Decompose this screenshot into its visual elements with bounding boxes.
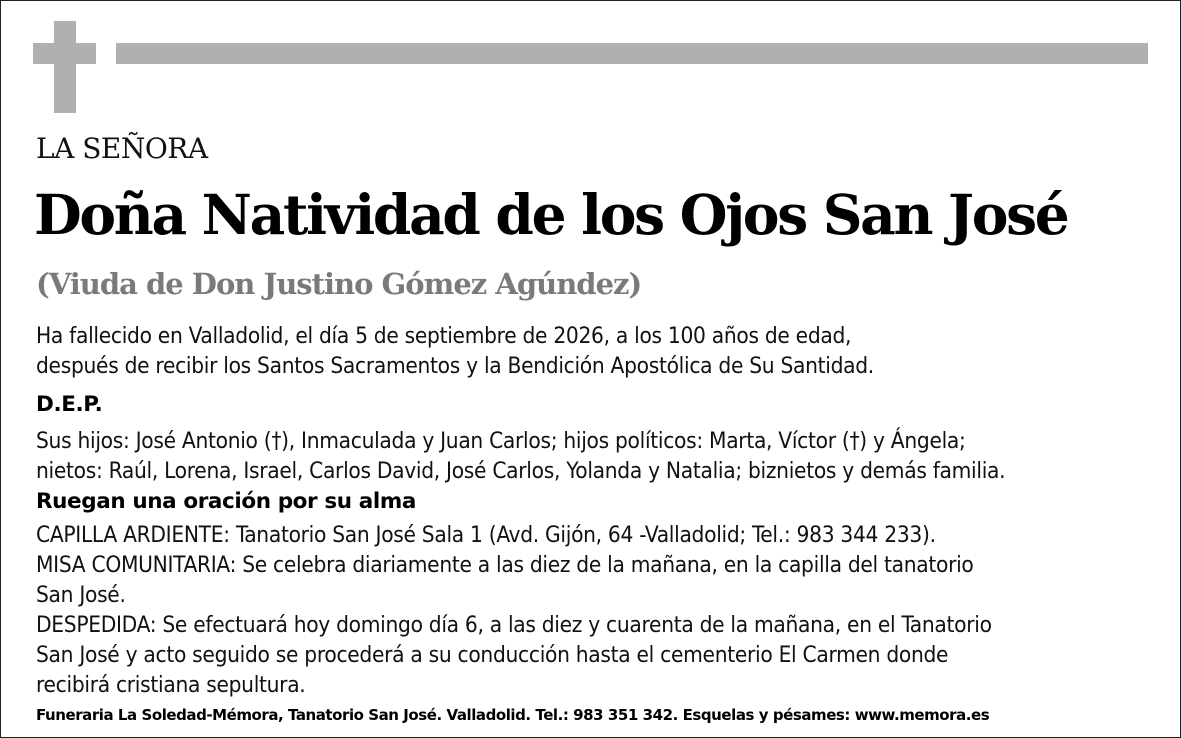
cross-horizontal-beam — [33, 43, 96, 64]
widow-of-line: (Viuda de Don Justino Gómez Agúndez) — [36, 267, 642, 301]
service-details-line: recibirá cristiana sepultura. — [36, 672, 306, 698]
family-list-line: Sus hijos: José Antonio (†), Inmaculada y Juan Carlos; hijos políticos: Marta, Víctor (†) y Ángela; — [36, 428, 966, 454]
service-details — [36, 520, 992, 700]
honorific-title: LA SEÑORA — [36, 132, 208, 165]
family-list — [36, 426, 1005, 486]
family-list-line: nietos: Raúl, Lorena, Israel, Carlos David, José Carlos, Yolanda y Natalia; biznietos y demás familia. — [36, 458, 1006, 484]
header-rule — [116, 43, 1148, 64]
funeral-home-footer: Funeraria La Soledad-Mémora, Tanatorio San José. Valladolid. Tel.: 983 351 342. Esquelas y pésames: www.memora.es — [36, 706, 990, 724]
cross-vertical-beam — [54, 21, 76, 113]
service-details-line: DESPEDIDA: Se efectuará hoy domingo día 6, a las diez y cuarenta de la mañana, en el Tanatorio — [36, 612, 992, 638]
death-announcement-line: Ha fallecido en Valladolid, el día 5 de septiembre de 2026, a los 100 años de edad, — [36, 323, 852, 349]
rip-label: D.E.P. — [36, 392, 103, 417]
service-details-line: San José y acto seguido se procederá a su conducción hasta el cementerio El Carmen donde — [36, 642, 949, 668]
deceased-name: Doña Natividad de los Ojos San José — [34, 182, 1068, 247]
death-announcement — [36, 321, 874, 381]
service-details-line: CAPILLA ARDIENTE: Tanatorio San José Sala 1 (Avd. Gijón, 64 -Valladolid; Tel.: 983 344 233). — [36, 522, 936, 548]
death-announcement-line: después de recibir los Santos Sacramentos y la Bendición Apostólica de Su Santidad. — [36, 353, 874, 379]
prayer-request: Ruegan una oración por su alma — [36, 489, 416, 514]
service-details-line: MISA COMUNITARIA: Se celebra diariamente a las diez de la mañana, en la capilla del tanatorio — [36, 552, 974, 578]
service-details-line: San José. — [36, 582, 126, 608]
